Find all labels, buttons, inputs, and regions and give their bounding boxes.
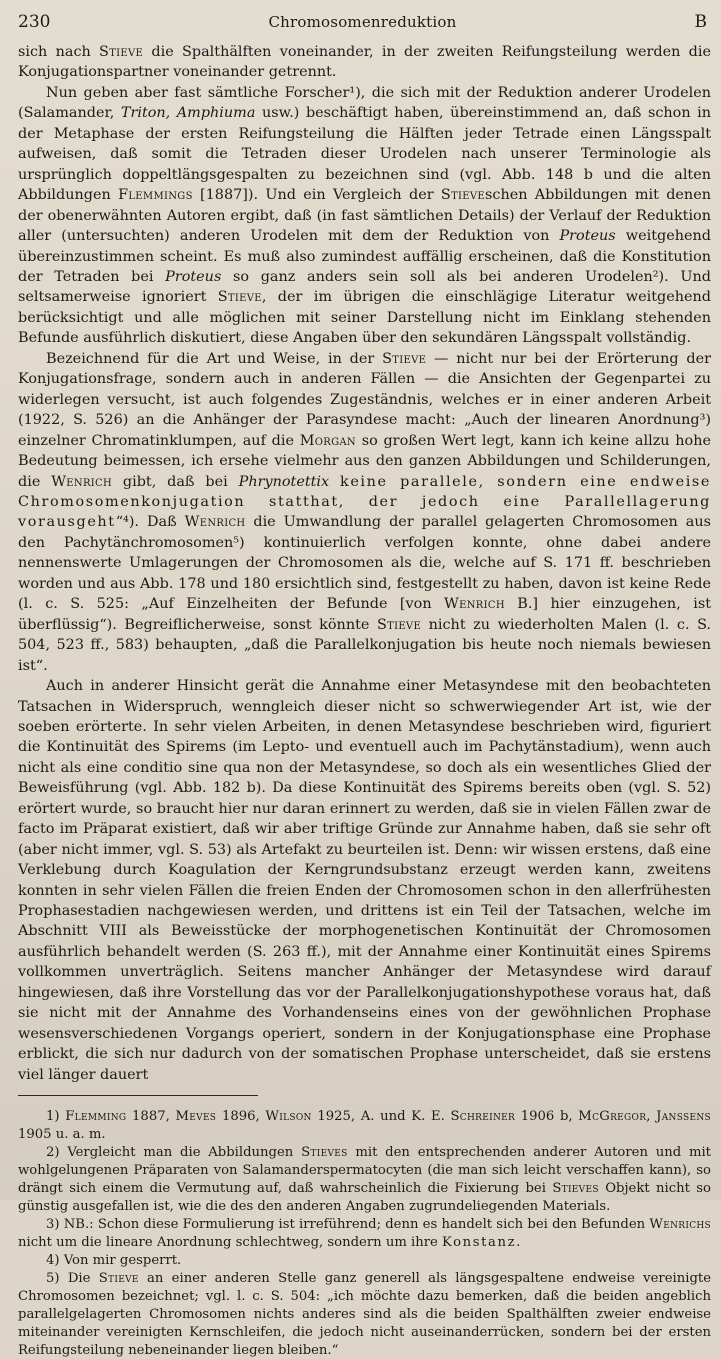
- text-run: 1887,: [126, 1109, 176, 1125]
- footnote: [18, 1144, 711, 1216]
- footnote: [18, 1216, 711, 1252]
- footnote: [18, 1108, 711, 1144]
- italic-term: Triton, Amphiuma: [120, 105, 256, 122]
- text-run: 2) Vergleicht man die Abbildungen: [46, 1145, 302, 1161]
- text-run: 1925, A. und K. E.: [311, 1109, 451, 1125]
- body-text: [18, 42, 711, 1085]
- italic-term: Proteus: [559, 228, 616, 245]
- text-run: die Umwandlung der parallel gelagerten Chromosomen aus den Pachytänchromosomen⁵) kontinuierlich verfolgen konnte, ohne dabei andere nennenswerte Umlagerungen der Chromosomen als die, welche auf S. 171 ff. beschrieben worden und aus Abb. 178 und 180 ersichtlich sind, festgestellt zu haben, davon ist keine Rede (l. c. S. 525: „Auf Einzelheiten der Befunde [von: [18, 514, 711, 613]
- text-run: die Spalthälften voneinander, in der zweiten Reifungsteilung werden die Konjugationspartner voneinander getrennt.: [18, 44, 712, 81]
- text-run: so großen Wert legt, kann ich keine allzu hohe Bedeutung beimessen, ich ersehe vielmehr aus den ganzen Abbildungen und Schilderungen, die: [18, 432, 711, 490]
- body-paragraph: [18, 42, 711, 83]
- text-run: 4) Von mir gesperrt.: [46, 1252, 182, 1268]
- text-run: sich nach: [18, 44, 100, 60]
- name-small-caps: Stieve: [99, 44, 144, 60]
- text-run: Nun geben aber fast sämtliche Forscher¹), die sich mit der Reduktion anderer Urodelen (Salamander,: [18, 84, 711, 122]
- text-run: .: [516, 1234, 521, 1250]
- text-run: B.] hier einzugehen, ist überflüssig“). Begreiflicherweise, sonst könnte: [18, 596, 711, 633]
- name-small-caps: Schreiner: [450, 1109, 516, 1125]
- footnote-separator: [18, 1095, 258, 1096]
- name-small-caps: Wenrich: [184, 514, 246, 531]
- text-run: Bezeichnend für die Art und Weise, in der: [46, 350, 383, 367]
- text-run: nicht zu wiederholten Malen (l. c. S. 504, 523 ff., 583) behaupten, „daß die Parallelkonjugation bis heute noch niemals bewiesen ist“.: [18, 616, 711, 674]
- text-run: mit den entsprechenden anderer Autoren und mit wohlgelungenen Präparaten von Salamanderspermatocyten (die man sich leicht verschaffen kann), so drängt sich einem die Vermutung auf, daß wahrscheinlich die Fixierung bei: [18, 1145, 711, 1196]
- footnote: [18, 1252, 711, 1270]
- name-small-caps: Morgan: [299, 432, 356, 449]
- name-small-caps: Stieves: [301, 1145, 348, 1161]
- text-run: gibt, daß bei: [112, 473, 239, 490]
- signature-mark: B: [694, 12, 707, 32]
- text-run: an einer anderen Stelle ganz generell als längsgespaltene endweise vereinigte Chromosomen bezeichnet; vgl. l. c. S. 504: „ich möchte dazu bemerken, daß die beiden angeblich parallelgelagerten Chromosomen nichts anderes sind als die beiden Spalthälften zweier endweise miteinander vereinigten Kernschleifen, die jedoch nicht auseinanderrücken, sondern bei der ersten Reifungsteilung nebeneinander liegen bleiben.“: [18, 1270, 711, 1358]
- body-paragraph: [18, 83, 711, 349]
- spaced-emphasis: Konstanz: [442, 1234, 517, 1250]
- text-run: [329, 474, 340, 490]
- text-run: weitgehend übereinzustimmen scheint. Es muß also zumindest auffällig erscheinen, daß die Konstitution der Tetraden bei: [18, 228, 711, 285]
- spaced-emphasis: keine parallele, sondern eine endweise Chromosomenkonjugation statthat, der jedoch eine Parallellagerung vorausgeht: [18, 473, 712, 531]
- text-run: usw.) beschäftigt haben, übereinstimmend an, daß schon in der Metaphase der ersten Reifungsteilung die Hälften jeder Tetrade einen Längsspalt aufweisen, daß somit die Tetraden dieser Urodelen nach unserer Terminologie als ursprünglich doppeltlängsgespalten zu bezeichnen sind (vgl. Abb. 148 b und die alten Abbildungen: [18, 105, 711, 204]
- body-paragraph: [18, 349, 711, 676]
- name-small-caps: Flemming: [65, 1109, 127, 1125]
- name-small-caps: Wenrich: [51, 473, 113, 490]
- text-run: Auch in anderer Hinsicht gerät die Annahme einer Metasyndese mit den beobachteten Tatsachen in Widerspruch, wenngleich dieser nicht so schwerwiegender Art ist, wie der soeben erörterte. In sehr vielen Arbeiten, in denen Metasyndese beschrieben wird, figuriert die Kontinuität des Spirems (im Lepto- und eventuell auch im Pachytänstadium), wenn auch nicht als eine conditio sine qua non der Metasyndese, so doch als ein wesentliches Glied der Beweisführung (vgl. Abb. 182 b). Da diese Kontinuität des Spirems bereits oben (vgl. S. 52) erörtert wurde, so braucht hier nur daran erinnert zu werden, daß sie in vielen Fällen zwar de facto im Präparat existiert, daß wir aber triftige Gründe zur Annahme haben, daß sie sehr oft (aber nicht immer, vgl. S. 53) als Artefakt zu beurteilen ist. Denn: wir wissen erstens, daß eine Verklebung durch Koagulation der Kerngrundsubstanz erzeugt werden kann, zweitens konnten in sehr vielen Fällen die freien Enden der Chromosomen schon in den allerfrühesten Prophasestadien nachgewiesen werden, und drittens ist ein Teil der Tatsachen, welche im Abschnitt VIII als Beweisstücke der morphogenetischen Kontinuität der Chromosomen ausführlich behandelt werden (S. 263 ff.), mit der Annahme einer Kontinuität eines Spirems vollkommen unverträglich. Seitens mancher Anhänger der Metasyndese wird darauf hingewiesen, daß ihre Vorstellung das vor der Parallelkonjugationshypothese voraus hat, daß sie nicht mit der Annahme des Vorhandenseins eines von der gewöhnlichen Prophase wesensverschiedenen Vorgangs operiert, sondern in der Konjugationsphase eine Prophase erblickt, die sich nur dadurch von der somatischen Prophase unterscheidet, daß sie erstens viel länger dauert: [18, 678, 711, 1083]
- text-run: , der im übrigen die einschlägige Literatur weitgehend berücksichtigt und alle möglichen mit seiner Darstellung nicht im Einklang stehenden Befunde ausführlich diskutiert, diese Angaben über den sekundären Längsspalt vollständig.: [18, 289, 712, 347]
- name-small-caps: Stieve: [98, 1270, 139, 1286]
- name-small-caps: McGregor: [578, 1109, 647, 1125]
- name-small-caps: Meves: [175, 1109, 217, 1125]
- text-run: nicht um die lineare Anordnung schlechtweg, sondern um ihre: [18, 1234, 443, 1250]
- running-title: Chromosomenreduktion: [268, 13, 457, 31]
- text-run: 3) NB.: Schon diese Formulierung ist irreführend; denn es handelt sich bei den Befunden: [46, 1216, 650, 1232]
- footnotes: [18, 1108, 711, 1359]
- italic-term: Proteus: [165, 268, 222, 285]
- text-run: [1887]). Und ein Vergleich der: [192, 187, 441, 204]
- name-small-caps: Wilson: [265, 1109, 312, 1125]
- text-run: schen Abbildungen mit denen der obenerwähnten Autoren ergibt, daß (in fast sämtlichen Details) der Verlauf der Reduktion aller (untersuchten) anderen Urodelen mit dem der Reduktion von: [18, 187, 711, 245]
- page-header: [18, 12, 711, 42]
- text-run: 1905 u. a. m.: [18, 1127, 106, 1143]
- name-small-caps: Stieve: [217, 289, 262, 306]
- name-small-caps: Stieve: [440, 187, 486, 204]
- text-run: “⁴). Daß: [115, 514, 185, 531]
- footnote: [18, 1270, 711, 1359]
- text-run: 1): [46, 1109, 66, 1125]
- name-small-caps: Stieve: [376, 616, 422, 633]
- name-small-caps: Flemmings: [118, 187, 193, 204]
- text-run: 1906 b,: [515, 1109, 579, 1125]
- body-paragraph: [18, 676, 711, 1085]
- text-run: so ganz anders sein soll als bei anderen Urodelen²). Und seltsamerweise ignoriert: [18, 268, 711, 306]
- italic-term: Phrynotettix: [238, 473, 330, 490]
- name-small-caps: Wenrich: [444, 596, 505, 613]
- text-run: ,: [646, 1109, 657, 1125]
- name-small-caps: Stieve: [382, 350, 427, 367]
- name-small-caps: Janssens: [656, 1109, 712, 1125]
- text-run: 1896,: [216, 1109, 266, 1125]
- text-run: — nicht nur bei der Erörterung der Konjugationsfrage, sondern auch in anderen Fällen — die Ansichten der Gegenpartei zu widerlegen versucht, ist auch folgendes Zugeständnis, welches er in einer anderen Arbeit (1922, S. 526) an die Anhänger der Parasyndese macht: „Auch der linearen Anordnung³) einzelner Chromatinklumpen, auf die: [18, 350, 711, 449]
- text-run: Objekt nicht so günstig ausgefallen ist, wie die des den anderen Angaben zugrundeliegenden Materials.: [18, 1180, 711, 1214]
- page-number: 230: [18, 12, 51, 32]
- name-small-caps: Stieves: [552, 1180, 599, 1196]
- name-small-caps: Wenrichs: [649, 1216, 711, 1232]
- text-run: 5) Die: [46, 1270, 99, 1286]
